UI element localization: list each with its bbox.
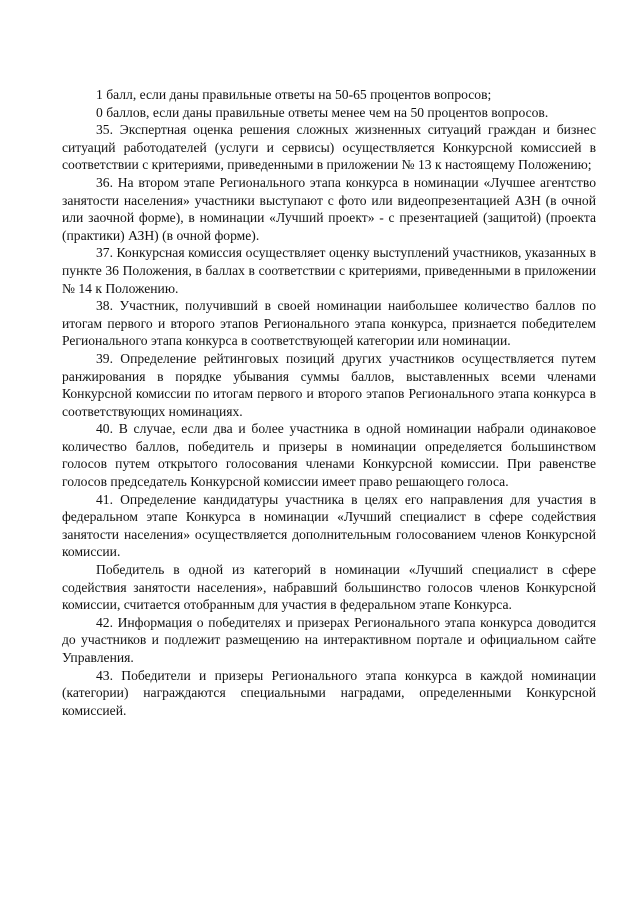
paragraph-43: 43. Победители и призеры Регионального этапа конкурса в каждой номинации (категории) награждаются специальными наградами, определенными Конкурсной комиссией. [62, 667, 596, 718]
paragraph-37: 37. Конкурсная комиссия осуществляет оценку выступлений участников, указанных в пункте 36 Положения, в баллах в соответствии с критериями, приведенными в приложении № 14 к Положению. [62, 245, 596, 296]
paragraph-41: 41. Определение кандидатуры участника в целях его направления для участия в федеральном этапе Конкурса в номинации «Лучший специалист в сфере содействия занятости населения» осуществляется дополнительным голосованием членов Конкурсной комиссии. [62, 491, 596, 560]
document-body [62, 86, 596, 719]
paragraph-42: 42. Информация о победителях и призерах Регионального этапа конкурса доводится до участников и подлежит размещению на интерактивном портале и официальном сайте Управления. [62, 614, 596, 665]
paragraph-38: 38. Участник, получивший в своей номинации наибольшее количество баллов по итогам первого и второго этапов Регионального этапа конкурса, признается победителем Регионального этапа конкурса в соответствующей категории или номинации. [62, 298, 596, 349]
paragraph-36: 36. На втором этапе Регионального этапа конкурса в номинации «Лучшее агентство занятости населения» участники выступают с фото или видеопрезентацией АЗН (в очной или заочной форме), в номинации «Лучший проект» - с презентацией (защитой) (проекта (практики) АЗН) (в очной форме). [62, 174, 596, 243]
paragraph-35: 35. Экспертная оценка решения сложных жизненных ситуаций граждан и бизнес ситуаций работодателей (услуги и сервисы) осуществляется Конкурсной комиссией в соответствии с критериями, приведенными в приложении № 13 к настоящему Положению; [62, 122, 596, 173]
paragraph-39: 39. Определение рейтинговых позиций других участников осуществляется путем ранжирования в порядке убывания суммы баллов, выставленных всеми членами Конкурсной комиссии по итогам первого и второго этапов Регионального этапа конкурса в соответствующих номинациях. [62, 350, 596, 419]
paragraph-41-winner: Победитель в одной из категорий в номинации «Лучший специалист в сфере содействия занятости населения», набравший большинство голосов членов Конкурсной комиссии, считается отобранным для участия в федеральном этапе Конкурса. [62, 562, 596, 613]
paragraph-40: 40. В случае, если два и более участника в одной номинации набрали одинаковое количество баллов, победитель и призеры в номинации определяется большинством голосов путем открытого голосования членами Конкурсной комиссии. При равенстве голосов председатель Конкурсной комиссии имеет право решающего голоса. [62, 421, 596, 490]
paragraph-score-1: 1 балл, если даны правильные ответы на 50-65 процентов вопросов; [96, 87, 492, 102]
paragraph-score-0: 0 баллов, если даны правильные ответы менее чем на 50 процентов вопросов. [96, 104, 549, 120]
